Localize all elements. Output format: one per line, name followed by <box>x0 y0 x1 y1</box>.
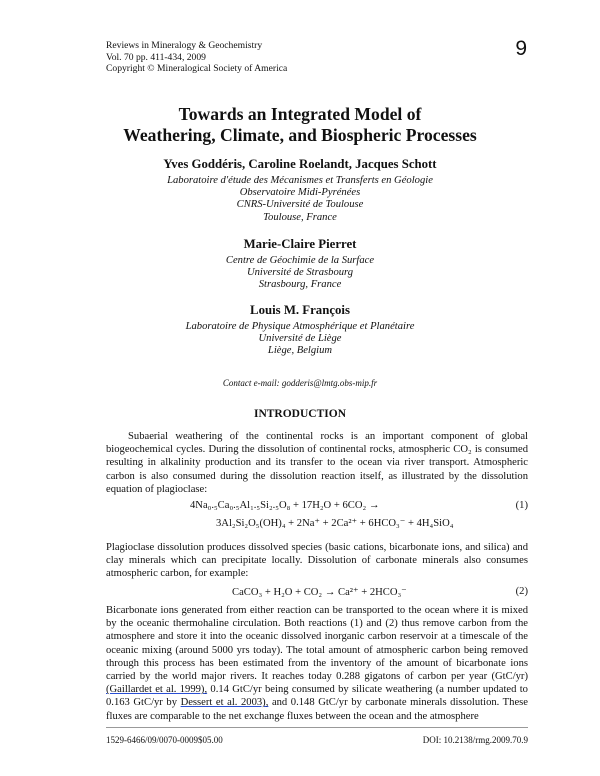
affiliation-line: Université de Liège <box>258 333 342 345</box>
title-line-2: Weathering, Climate, and Biospheric Processes <box>123 125 477 145</box>
equation-2-number: (2) <box>515 586 528 597</box>
equation-2: CaCO₃ + H₂O + CO₂ → Ca²⁺ + 2HCO₃⁻ <box>232 587 407 598</box>
paragraph-2: Plagioclase dissolution produces dissolved species (basic cations, bicarbonate ions, and silica) and clay minerals which can precipitate locally. Dissolution of carbonate minerals also consumes atmospheric carbon, for example: <box>106 542 528 580</box>
contact-email: Contact e-mail: godderis@lmtg.obs-mip.fr <box>222 378 378 388</box>
author-group-2-affiliation <box>0 255 600 292</box>
paragraph-3-text: 0.14 GtC/yr being consumed by silicate weathering (a number updated to 0.163 GtC/yr by <box>106 684 528 709</box>
paragraph-3 <box>106 604 528 723</box>
paragraph-3-text: and 0.148 GtC/yr by carbonate minerals dissolution. These fluxes are comparable to the net exchange fluxes between the ocean and the atmosphere <box>106 697 528 722</box>
affiliation-line: Toulouse, France <box>263 211 337 223</box>
author-group-1-affiliation <box>0 175 600 224</box>
journal-copyright: Copyright © Mineralogical Society of America <box>106 63 288 74</box>
journal-header <box>106 40 287 75</box>
footer-issn: 1529-6466/09/0070-0009$05.00 <box>106 735 223 745</box>
author-group-2-names: Marie-Claire Pierret <box>243 237 357 251</box>
affiliation-line: CNRS-Université de Toulouse <box>236 199 364 211</box>
equation-1-line-1: 4Na₀.₅Ca₀.₅Al₁.₅Si₂.₅O₈ + 17H₂O + 6CO₂ → <box>190 500 380 511</box>
affiliation-line: Université de Strasbourg <box>246 267 354 279</box>
author-group-1-names: Yves Goddéris, Caroline Roelandt, Jacques Schott <box>163 157 437 171</box>
footer-doi: DOI: 10.2138/rmg.2009.70.9 <box>422 735 528 745</box>
affiliation-line: Observatoire Midi-Pyrénées <box>239 187 361 199</box>
paragraph-3-text: Bicarbonate ions generated from either reaction can be transported to the ocean where it is mixed by the oceanic thermohaline circulation. Both reactions (1) and (2) thus remove carbon from the atmosphere and store it into the oceanic dissolved inorganic carbon reservoir at a timescale of the oceanic mixing (around 5000 yrs today). The total amount of atmospheric carbon being removed through this process has been estimated from the inventory of the amount of bicarbonate ions carried by the world major rivers. It reaches today 0.288 gigatons of carbon per year (GtC/yr) <box>106 605 528 683</box>
journal-volume: Vol. 70 pp. 411-434, 2009 <box>106 51 206 63</box>
affiliation-line: Liège, Belgium <box>267 345 333 357</box>
affiliation-line: Laboratoire de Physique Atmosphérique et Planétaire <box>185 321 415 332</box>
title-line-1: Towards an Integrated Model of <box>178 104 422 124</box>
reference-link-gaillardet-1999[interactable]: (Gaillardet et al. 1999), <box>106 684 208 696</box>
author-group-3-names: Louis M. François <box>250 303 350 317</box>
section-heading: INTRODUCTION <box>253 408 346 420</box>
paragraph-1: Subaerial weathering of the continental rocks is an important component of global biogeochemical cycles. During the dissolution of continental rocks, atmospheric CO₂ is consumed resulting in alkalinity production and its transfer to the ocean via river transport. Atmospheric carbon is also consumed during the dissolution reaction itself, as illustrated by the dissolution equation of plagioclase: <box>106 431 528 495</box>
journal-name: Reviews in Mineralogy & Geochemistry <box>106 40 263 51</box>
affiliation-line: Strasbourg, France <box>258 279 342 291</box>
affiliation-line: Centre de Géochimie de la Surface <box>225 255 375 266</box>
reference-link-dessert-2003[interactable]: Dessert et al. 2003), <box>180 697 269 709</box>
equation-1-line-2: 3Al₂Si₂O₅(OH)₄ + 2Na⁺ + 2Ca²⁺ + 6HCO₃⁻ + 4H₄SiO₄ <box>216 518 454 529</box>
author-group-3-affiliation <box>0 321 600 358</box>
affiliation-line: Laboratoire d'étude des Mécanismes et Transferts en Géologie <box>167 175 433 186</box>
footer-rule <box>106 727 528 728</box>
chapter-number: 9 <box>515 37 527 60</box>
paper-title <box>0 104 600 146</box>
equation-1-number: (1) <box>515 500 528 511</box>
